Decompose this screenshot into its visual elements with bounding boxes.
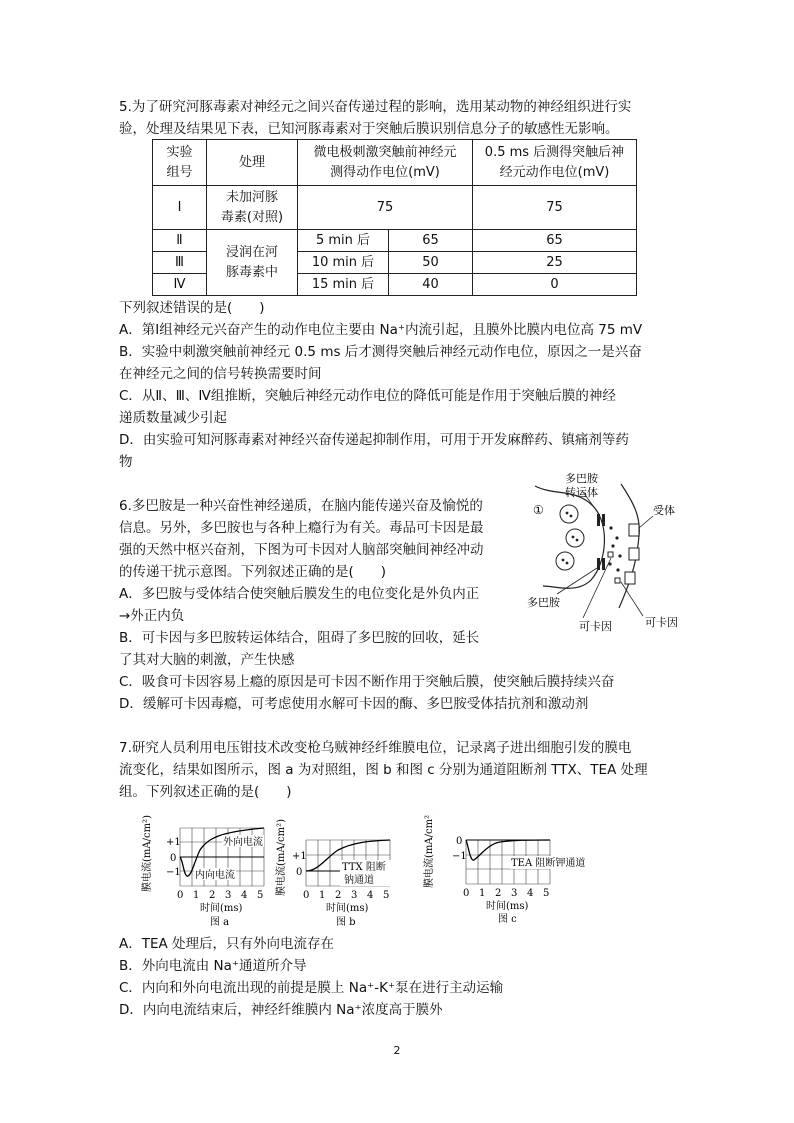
q5-option-c-line2: 递质数量减少引起: [119, 410, 227, 426]
synapse-cocaine-diagram: [525, 466, 695, 636]
svg-text:0: 0: [303, 890, 310, 901]
q7-option-a: A．TEA 处理后，只有外向电流存在: [119, 936, 335, 952]
cell-treatment: 未加河豚 毒素(对照): [207, 186, 298, 230]
figure-c: [418, 814, 618, 932]
q5-option-b-line1: B．实验中刺激突触前神经元 0.5 ms 后才测得突触后神经元动作电位，原因之一是兴奋: [119, 344, 642, 360]
svg-text:0: 0: [463, 888, 470, 899]
q7-option-d: D．内向电流结束后，神经纤维膜内 Na⁺浓度高于膜外: [119, 1002, 443, 1018]
q7-option-b: B．外向电流由 Na⁺通道所介导: [119, 958, 307, 974]
q6-option-a-line1: A．多巴胺与受体结合使突触后膜发生的电位变化是外负内正: [119, 586, 480, 602]
cell-time: 10 min 后: [298, 252, 389, 274]
svg-text:−1: −1: [452, 851, 467, 862]
label-outward-current: 外向电流: [223, 837, 263, 848]
svg-text:0: 0: [296, 867, 303, 878]
svg-text:0: 0: [170, 853, 177, 864]
caption-b: 图 b: [336, 917, 356, 928]
q5-results-table: [152, 139, 637, 296]
q6-stem-line4: 的传递干扰示意图。下列叙述正确的是( ): [119, 564, 387, 580]
q5-option-d-line1: D．由实验可知河豚毒素对神经兴奋传递起抑制作用，可用于开发麻醉药、镇痛剂等药: [119, 432, 629, 448]
th-postsynaptic: 0.5 ms 后测得突触后神 经元动作电位(mV): [473, 140, 637, 186]
cell-post: 25: [473, 252, 637, 274]
svg-text:1: 1: [193, 890, 200, 901]
label-receptor: 受体: [653, 504, 675, 517]
svg-text:2: 2: [335, 890, 342, 901]
svg-text:4: 4: [241, 890, 248, 901]
th-group: 实验 组号: [153, 140, 207, 186]
label-transporter: 转运体: [565, 486, 598, 499]
svg-text:+1: +1: [292, 851, 307, 862]
cell-group: Ⅳ: [153, 274, 207, 296]
cell-time: 15 min 后: [298, 274, 389, 296]
cell-group: Ⅱ: [153, 230, 207, 252]
q7-stem-line1: 7.研究人员利用电压钳技术改变枪乌贼神经纤维膜电位，记录离子进出细胞引发的膜电: [119, 740, 632, 756]
q7-stem-line2: 流变化，结果如图所示，图 a 为对照组，图 b 和图 c 分别为通道阻断剂 TTX、TEA 处理: [119, 762, 648, 778]
q6-stem-line1: 6.多巴胺是一种兴奋性神经递质，在脑内能传递兴奋及愉悦的: [119, 498, 483, 514]
figure-b: [274, 814, 404, 932]
q6-option-c: C．吸食可卡因容易上瘾的原因是可卡因不断作用于突触后膜，使突触后膜持续兴奋: [119, 674, 615, 690]
cell-pre: 65: [389, 230, 473, 252]
svg-text:0: 0: [456, 836, 463, 847]
x-axis-label: 时间(ms): [200, 903, 243, 914]
label-inward-current: 内向电流: [195, 870, 235, 881]
label-transporter: 多巴胺: [565, 472, 598, 485]
cell-post: 0: [473, 274, 637, 296]
table-row: [153, 230, 637, 252]
th-treatment: 处理: [207, 140, 298, 186]
q5-option-c-line1: C．从Ⅱ、Ⅲ、Ⅳ组推断，突触后神经元动作电位的降低可能是作用于突触后膜的神经: [119, 388, 616, 404]
y-axis-label: 膜电流(mA/cm²): [276, 819, 287, 896]
q7-stem-line3: 组。下列叙述正确的是( ): [119, 784, 292, 800]
cell-pre: 40: [389, 274, 473, 296]
svg-text:1: 1: [479, 888, 486, 899]
page-number: 2: [393, 1044, 401, 1057]
q6-option-b-line2: 了其对大脑的刺激，产生快感: [119, 652, 295, 668]
label-cocaine: 可卡因: [579, 620, 612, 633]
label-circle-1: ①: [533, 503, 544, 517]
y-axis-label: 膜电流(mA/cm²): [424, 814, 435, 888]
label-ttx: TTX 阻断: [342, 862, 386, 873]
svg-text:3: 3: [225, 890, 232, 901]
q6-option-b-line1: B．可卡因与多巴胺转运体结合，阻碍了多巴胺的回收，延长: [119, 630, 480, 646]
cell-pre: 50: [389, 252, 473, 274]
q6-stem-line3: 强的天然中枢兴奋剂，下图为可卡因对人脑部突触间神经冲动: [119, 542, 484, 558]
label-dopamine: 多巴胺: [527, 596, 560, 609]
q6-option-d: D．缓解可卡因毒瘾，可考虑使用水解可卡因的酶、多巴胺受体拮抗剂和激动剂: [119, 696, 589, 712]
cell-post: 65: [473, 230, 637, 252]
q5-ask: 下列叙述错误的是( ): [119, 300, 265, 316]
svg-text:1: 1: [319, 890, 326, 901]
label-tea: TEA 阻断钾通道: [511, 858, 586, 869]
svg-text:+1: +1: [166, 837, 181, 848]
q7-option-c: C．内向和外向电流出现的前提是膜上 Na⁺-K⁺泵在进行主动运输: [119, 980, 504, 996]
q6-option-a-line2: →外正内负: [119, 608, 185, 624]
svg-text:5: 5: [257, 890, 264, 901]
svg-text:2: 2: [495, 888, 502, 899]
table-row: [153, 186, 637, 230]
figure-a: [140, 814, 290, 932]
svg-text:4: 4: [367, 890, 374, 901]
x-axis-label: 时间(ms): [486, 901, 529, 912]
q5-option-b-line2: 在神经元之间的信号转换需要时间: [119, 366, 322, 382]
label-na-channel: 钠通道: [344, 875, 374, 886]
y-axis-label: 膜电流(mA/cm²): [142, 815, 153, 892]
cell-pre: 75: [298, 186, 473, 230]
q5-stem-line1: 5.为了研究河豚毒素对神经元之间兴奋传递过程的影响，选用某动物的神经组织进行实: [119, 99, 632, 115]
cell-group: Ⅰ: [153, 186, 207, 230]
label-cocaine: 可卡因: [645, 616, 678, 629]
q5-option-a: A．第Ⅰ组神经元兴奋产生的动作电位主要由 Na⁺内流引起，且膜外比膜内电位高 75 mV: [119, 322, 643, 338]
caption-c: 图 c: [498, 914, 517, 925]
svg-text:−1: −1: [166, 867, 181, 878]
cell-post: 75: [473, 186, 637, 230]
svg-text:3: 3: [511, 888, 518, 899]
q6-stem-line2: 信息。另外，多巴胺也与各种上瘾行为有关。毒品可卡因是最: [119, 520, 484, 536]
q5-stem-line2: 验，处理及结果见下表，已知河豚毒素对于突触后膜识别信息分子的敏感性无影响。: [119, 121, 619, 137]
caption-a: 图 a: [210, 917, 230, 928]
x-axis-label: 时间(ms): [326, 903, 369, 914]
q5-option-d-line2: 物: [119, 454, 133, 470]
cell-time: 5 min 后: [298, 230, 389, 252]
svg-text:2: 2: [209, 890, 216, 901]
svg-text:5: 5: [383, 890, 390, 901]
svg-text:3: 3: [351, 890, 358, 901]
cell-group: Ⅲ: [153, 252, 207, 274]
cell-treatment: 浸润在河 豚毒素中: [207, 230, 298, 296]
svg-text:4: 4: [527, 888, 534, 899]
svg-text:0: 0: [177, 890, 184, 901]
th-presynaptic: 微电极刺激突触前神经元 测得动作电位(mV): [298, 140, 473, 186]
svg-text:5: 5: [543, 888, 550, 899]
